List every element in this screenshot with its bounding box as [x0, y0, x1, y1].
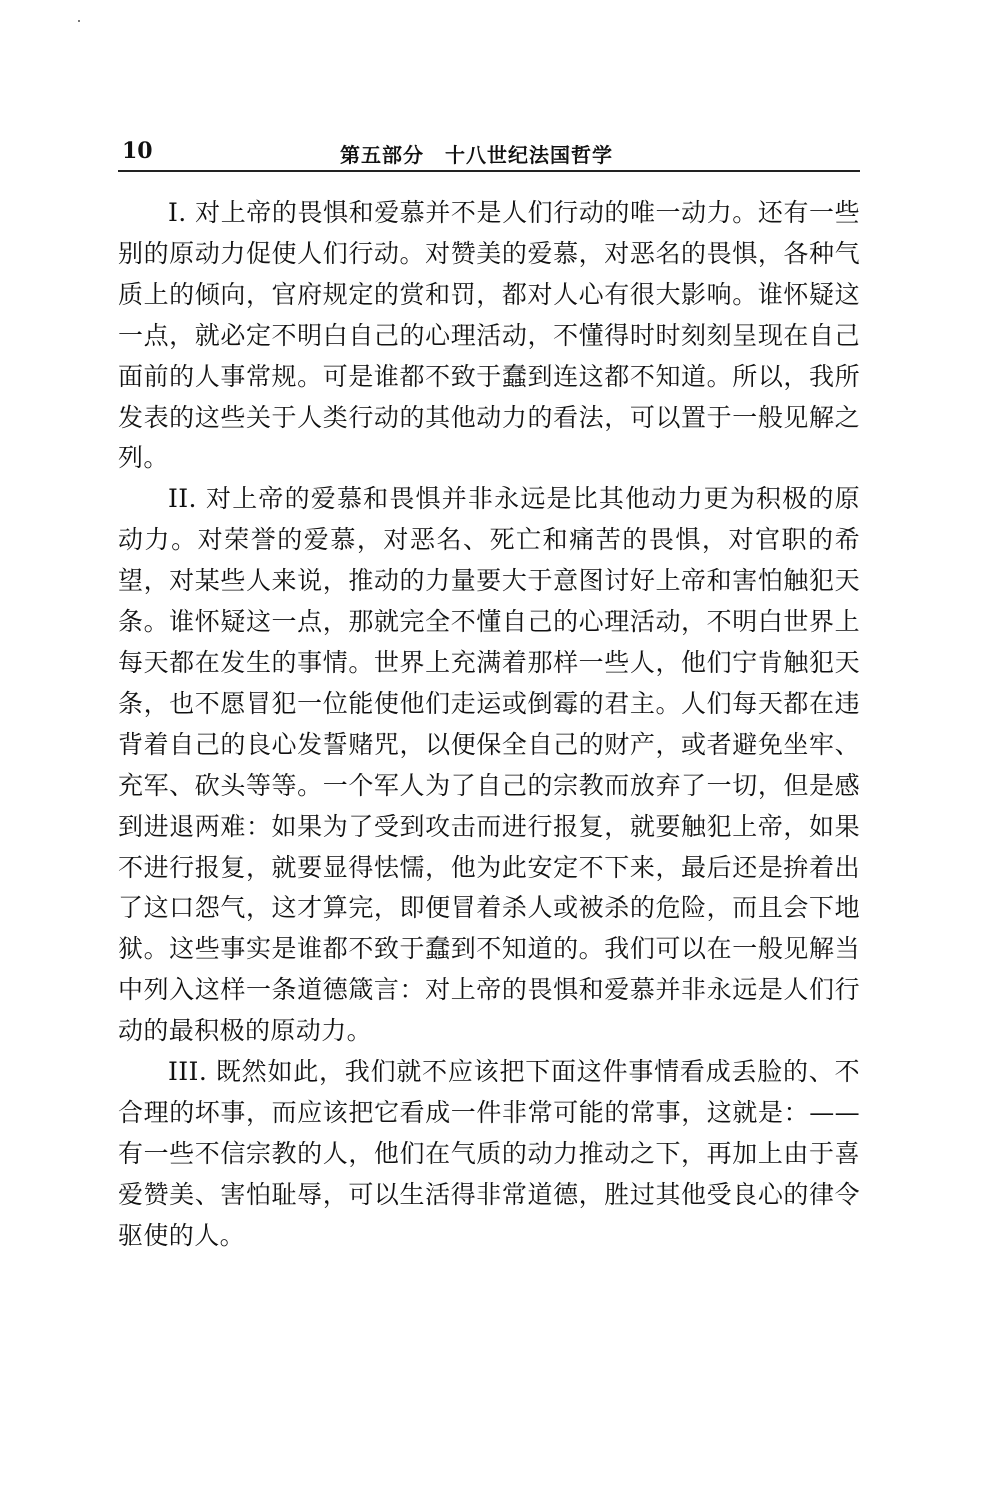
header-rule [118, 170, 860, 172]
paragraph-2: II. 对上帝的爱慕和畏惧并非永远是比其他动力更为积极的原动力。对荣誉的爱慕，对恶名、死亡和痛苦的畏惧，对官职的希望，对某些人来说，推动的力量要大于意图讨好上帝和害怕触犯天条。谁怀疑这一点，那就完全不懂自己的心理活动，不明白世界上每天都在发生的事情。世界上充满着那样一些人，他们宁肯触犯天条，也不愿冒犯一位能使他们走运或倒霉的君主。人们每天都在违背着自己的良心发誓赌咒，以便保全自己的财产，或者避免坐牢、充军、砍头等等。一个军人为了自己的宗教而放弃了一切，但是感到进退两难：如果为了受到攻击而进行报复，就要触犯上帝，如果不进行报复，就要显得怯懦，他为此安定不下来，最后还是拚着出了这口怨气，这才算完，即便冒着杀人或被杀的危险，而且会下地狱。这些事实是谁都不致于蠢到不知道的。我们可以在一般见解当中列入这样一条道德箴言：对上帝的畏惧和爱慕并非永远是人们行动的最积极的原动力。 [118, 484, 860, 1046]
page-header [118, 132, 860, 166]
paragraph-1: I. 对上帝的畏惧和爱慕并不是人们行动的唯一动力。还有一些别的原动力促使人们行动。对赞美的爱慕，对恶名的畏惧，各种气质上的倾向，官府规定的赏和罚，都对人心有很大影响。谁怀疑这一点，就必定不明白自己的心理活动，不懂得时时刻刻呈现在自己面前的人事常规。可是谁都不致于蠢到连这都不知道。所以，我所发表的这些关于人类行动的其他动力的看法，可以置于一般见解之列。 [118, 198, 860, 473]
page-number: 10 [122, 138, 153, 164]
scan-speck [78, 20, 80, 22]
body-text [118, 193, 860, 1257]
running-title: 第五部分 十八世纪法国哲学 [340, 143, 613, 167]
paragraph-3: III. 既然如此，我们就不应该把下面这件事情看成丢脸的、不合理的坏事，而应该把它看成一件非常可能的常事，这就是：——有一些不信宗教的人，他们在气质的动力推动之下，再加上由于喜爱赞美、害怕耻辱，可以生活得非常道德，胜过其他受良心的律令驱使的人。 [118, 1057, 860, 1250]
